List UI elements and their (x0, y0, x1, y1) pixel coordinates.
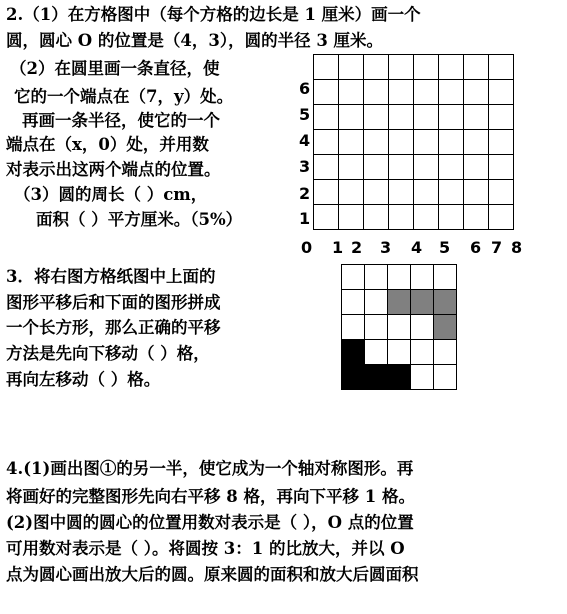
upper-shape-cell (388, 290, 411, 315)
lower-shape-cell (365, 365, 388, 390)
x-label-3: 3 (380, 238, 392, 257)
q3-line-1: 3．将右图方格纸图中上面的 (6, 267, 216, 286)
x-label-5: 5 (439, 238, 451, 257)
upper-shape-cell (434, 290, 457, 315)
q2-line-5: 再画一条半径，使它的一个 (22, 111, 220, 130)
lower-shape-cell (342, 340, 365, 365)
x-label-7: 7 (491, 238, 503, 257)
x-label-8: 8 (511, 238, 523, 257)
y-label-6: 6 (299, 79, 311, 98)
x-label-0: 0 (301, 238, 313, 257)
x-label-2: 2 (351, 238, 363, 257)
q2-line-1: 2.（1）在方格图中（每个方格的边长是 1 厘米）画一个 (6, 5, 421, 24)
q2-line-9: 面积（ ）平方厘米。（5%） (36, 210, 243, 229)
q2-line-7: 对表示出这两个端点的位置。 (6, 160, 221, 179)
x-label-4: 4 (411, 238, 423, 257)
q4-line-3: (2)图中圆的圆心的位置用数对表示是（ ），O 点的位置 (6, 513, 414, 532)
coordinate-grid (313, 54, 514, 230)
lower-shape-cell (342, 365, 365, 390)
y-label-1: 1 (299, 209, 311, 228)
q2-line-2: 圆，圆心 O 的位置是（4，3），圆的半径 3 厘米。 (6, 31, 384, 50)
upper-shape-cell (434, 315, 457, 340)
y-label-2: 2 (299, 184, 311, 203)
y-label-3: 3 (299, 157, 311, 176)
translation-grid (341, 264, 457, 390)
q3-line-4: 方法是先向下移动（ ）格， (6, 344, 210, 363)
x-label-6: 6 (470, 238, 482, 257)
q2-line-3: （2）在圆里画一条直径，使 (10, 59, 220, 78)
q2-line-8: （3）圆的周长（ ）cm， (14, 185, 208, 204)
y-label-4: 4 (299, 131, 311, 150)
q4-line-5: 点为圆心画出放大后的圆。原来圆的面积和放大后圆面积 (6, 565, 419, 584)
q2-line-4: 它的一个端点在（7，y）处。 (14, 87, 234, 106)
q3-line-2: 图形平移后和下面的图形拼成 (6, 293, 221, 312)
q4-line-2: 将画好的完整图形先向右平移 8 格，再向下平移 1 格。 (6, 487, 415, 506)
q4-line-4: 可用数对表示是（ ）。将圆按 3：1 的比放大，并以 O (6, 539, 405, 558)
q3-line-3: 一个长方形，那么正确的平移 (6, 318, 221, 337)
lower-shape-cell (388, 365, 411, 390)
y-label-5: 5 (299, 105, 311, 124)
x-label-1: 1 (332, 238, 344, 257)
upper-shape-cell (411, 290, 434, 315)
q3-line-5: 再向左移动（ ）格。 (6, 370, 161, 389)
q2-line-6: 端点在（x，0）处，并用数 (6, 135, 209, 154)
q4-line-1: 4.(1)画出图①的另一半，使它成为一个轴对称图形。再 (6, 459, 414, 478)
